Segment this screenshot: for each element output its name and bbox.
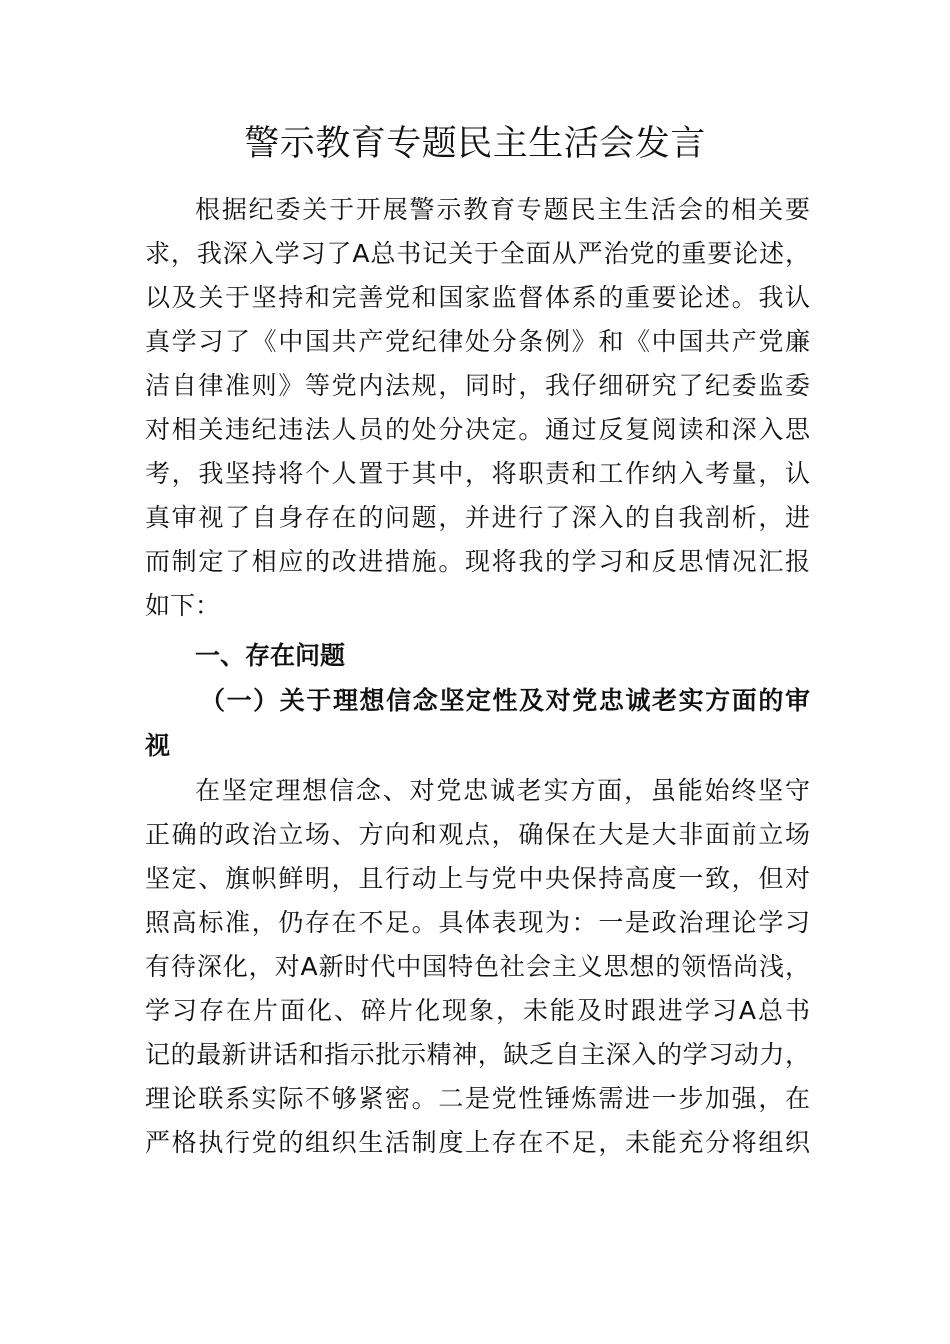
text-line: 对相关违纪违法人员的处分决定。通过反复阅读和深入思 [145, 415, 810, 444]
text-line: 照高标准，仍存在不足。具体表现为：一是政治理论学习 [145, 908, 810, 937]
text-line: 根据纪委关于开展警示教育专题民主生活会的相关要 [195, 195, 810, 224]
document-title: 警示教育专题民主生活会发言 [244, 124, 706, 164]
text-line: 正确的政治立场、方向和观点，确保在大是大非面前立场 [145, 820, 810, 849]
text-line: 坚定、旗帜鲜明，且行动上与党中央保持高度一致，但对 [145, 864, 810, 893]
text-line: 有待深化，对A新时代中国特色社会主义思想的领悟尚浅， [145, 952, 810, 981]
text-line: 考，我坚持将个人置于其中，将职责和工作纳入考量，认 [145, 459, 810, 488]
text-line: 学习存在片面化、碎片化现象，未能及时跟进学习A总书 [145, 996, 810, 1025]
text-line: 以及关于坚持和完善党和国家监督体系的重要论述。我认 [145, 283, 810, 312]
text-line: 而制定了相应的改进措施。现将我的学习和反思情况汇报 [145, 547, 810, 576]
subsection-heading-line: （一）关于理想信念坚定性及对党忠诚老实方面的审 [200, 686, 810, 715]
section-heading: 一、存在问题 [195, 641, 346, 670]
subsection-heading-line: 视 [145, 731, 171, 760]
text-line: 如下： [145, 591, 221, 620]
text-line: 理论联系实际不够紧密。二是党性锤炼需进一步加强，在 [145, 1084, 810, 1113]
text-line: 求，我深入学习了A总书记关于全面从严治党的重要论述， [145, 239, 810, 268]
text-line: 洁自律准则》等党内法规，同时，我仔细研究了纪委监委 [145, 371, 810, 400]
text-line: 真审视了自身存在的问题，并进行了深入的自我剖析，进 [145, 503, 810, 532]
text-line: 在坚定理想信念、对党忠诚老实方面，虽能始终坚守 [195, 776, 810, 805]
text-line: 严格执行党的组织生活制度上存在不足，未能充分将组织 [145, 1128, 810, 1157]
text-line: 真学习了《中国共产党纪律处分条例》和《中国共产党廉 [145, 327, 810, 356]
text-line: 记的最新讲话和指示批示精神，缺乏自主深入的学习动力， [145, 1040, 810, 1069]
